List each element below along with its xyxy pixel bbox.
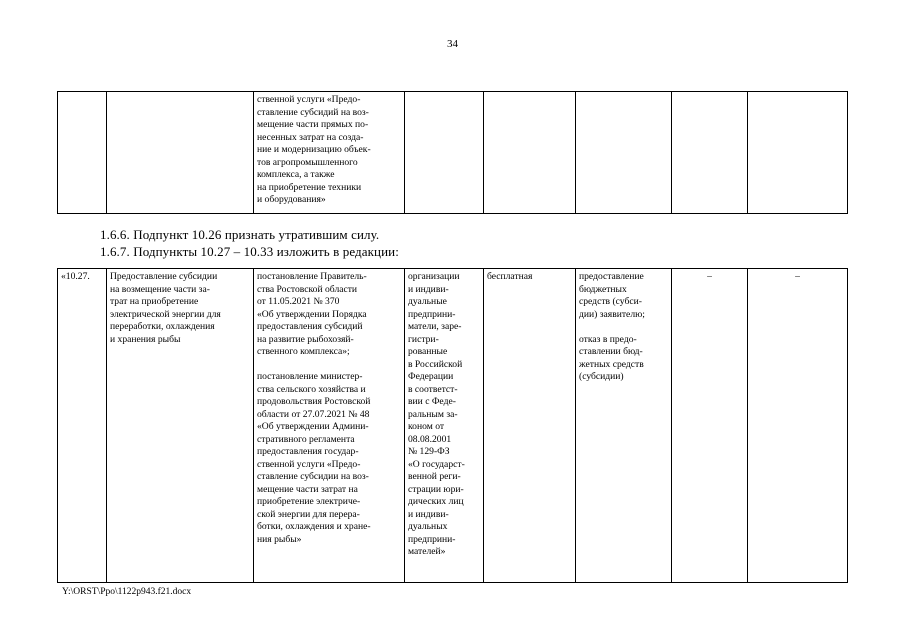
cell-col7 xyxy=(672,92,748,214)
cell-fee xyxy=(484,92,576,214)
cell-applicants xyxy=(405,92,484,214)
cell-legal-basis: ственной услуги «Предо- ставление субсидий на воз- мещение части прямых по- несенных затрат на созда- ние и модернизацию объек- тов агропромышленного комплекса, а также на приобретение техники и оборудования» xyxy=(254,92,405,214)
cell-col8: – xyxy=(748,269,848,583)
cell-result: предоставление бюджетных средств (субси- дии) заявителю; отказ в предо- ставлении бюд- жетных средств (субсидии) xyxy=(576,269,672,583)
footer-file-path: Y:\ORST\Ppo\1122p943.f21.docx xyxy=(62,587,192,597)
table-row xyxy=(58,92,848,214)
cell-number: «10.27. xyxy=(58,269,107,583)
table-row xyxy=(58,269,848,583)
cell-service-name xyxy=(107,92,254,214)
cell-legal-basis: постановление Правитель- ства Ростовской области от 11.05.2021 № 370 «Об утверждении Порядка предоставления субсидий на развитие рыбохозяй- ственного комплекса»; постановление министер- ства сельского хозяйства и продовольствия Ростовской области от 27.07.2021 № 48 «Об утверждении Админи- стративного регламента предоставления государ- ственной услуги «Предо- ставление субсидии на воз- мещение части затрат на приобретение электриче- ской энергии для перера- ботки, охлаждения и хране- ния рыбы» xyxy=(254,269,405,583)
paragraph-1-6-7: 1.6.7. Подпункты 10.27 – 10.33 изложить в редакции: xyxy=(100,244,399,259)
cell-applicants: организации и индиви- дуальные предприни- матели, заре- гистри- рованные в Российской Федерации в соответст- вии с Феде- ральным за- коном от 08.08.2001 № 129-ФЗ «О государст- венной реги- страции юри- дических лиц и индиви- дуальных предприни- мателей» xyxy=(405,269,484,583)
cell-number xyxy=(58,92,107,214)
cell-fee: бесплатная xyxy=(484,269,576,583)
cell-result xyxy=(576,92,672,214)
table-new-items xyxy=(57,268,848,583)
paragraph-1-6-6: 1.6.6. Подпункт 10.26 признать утратившим силу. xyxy=(100,227,380,242)
page-number: 34 xyxy=(447,38,458,50)
cell-service-name: Предоставление субсидии на возмещение части за- трат на приобретение электрической энергии для переработки, охлаждения и хранения рыбы xyxy=(107,269,254,583)
cell-col7: – xyxy=(672,269,748,583)
cell-col8 xyxy=(748,92,848,214)
table-continuation xyxy=(57,91,848,214)
